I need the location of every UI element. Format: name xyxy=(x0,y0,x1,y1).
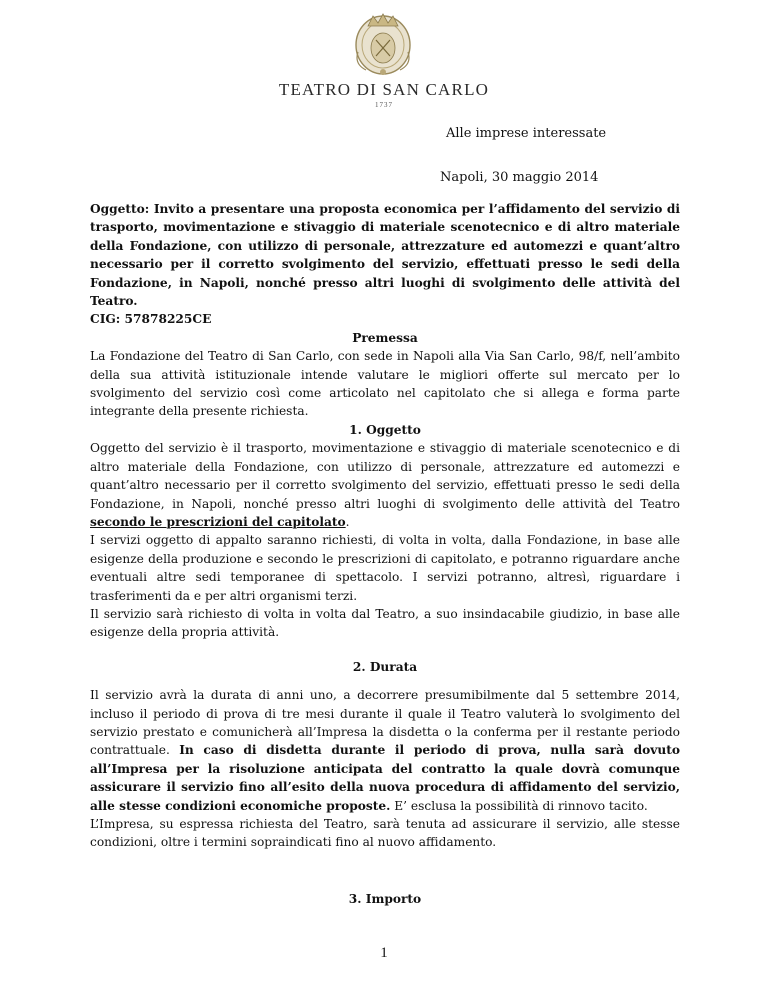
letterhead-year: 1737 xyxy=(375,101,393,109)
oggetto-paragraph-1 xyxy=(90,439,680,531)
durata-paragraph-2: L’Impresa, su espressa richiesta del Teatro, sarà tenuta ad assicurare il servizio, alle stesse condizioni, oltre i termini sopraindicati fino al nuovo affidamento. xyxy=(90,817,680,850)
oggetto-text: Oggetto del servizio è il trasporto, movimentazione e stivaggio di materiale scenotecnico e di altro materiale della Fondazione, con utilizzo di personale, attrezzature ed automezzi e quant’altro necessario per il corretto svolgimento del servizio, effettuati presso le sedi della Fondazione, in Napoli, nonché presso altri luoghi di svolgimento delle attività del Teatro xyxy=(90,441,680,511)
durata-bold-text: In caso di disdetta durante il periodo di prova, nulla sarà dovuto all’Impresa per la risoluzione anticipata del contratto la quale dovrà comunque assicurare il servizio fino all’esito della nuova procedura di affidamento del servizio, alle stesse condizioni economiche proposte. xyxy=(90,743,681,813)
durata-paragraph-1 xyxy=(90,686,680,815)
date-line: Napoli, 30 maggio 2014 xyxy=(440,170,599,185)
durata-text: Il servizio avrà la durata di anni uno, a decorrere presumibilmente dal 5 settembre 2014, incluso il periodo di prova di tre mesi durante il quale il Teatro valuterà lo svolgimento del servizio prestato e comunicherà all’Impresa la disdetta o la conferma per il restante periodo contrattuale. xyxy=(90,688,680,758)
letter-body xyxy=(90,200,680,908)
subject-paragraph: Oggetto: Invito a presentare una proposta economica per l’affidamento del servizio di trasporto, movimentazione e stivaggio di materiale scenotecnico e di altro materiale della Fondazione, con utilizzo di personale, attrezzature ed automezzi e quant’altro necessario per il corretto svolgimento del servizio, effettuati presso le sedi della Fondazione, in Napoli, nonché presso altri luoghi di svolgimento delle attività del Teatro. xyxy=(90,202,680,309)
premessa-paragraph: La Fondazione del Teatro di San Carlo, con sede in Napoli alla Via San Carlo, 98/f, nell’ambito della sua attività istituzionale intende valutare le migliori offerte sul mercato per lo svolgimento del servizio così come articolato nel capitolato che si allega e forma parte integrante della presente richiesta. xyxy=(90,349,680,419)
section-heading-premessa: Premessa xyxy=(352,330,418,345)
cig-code: CIG: 57878225CE xyxy=(90,312,212,327)
crest-icon xyxy=(346,6,420,80)
section-heading-durata: 2. Durata xyxy=(352,659,418,674)
oggetto-underlined-text: secondo le prescrizioni del capitolato xyxy=(90,514,346,529)
durata-end: E’ esclusa la possibilità di rinnovo tacito. xyxy=(390,798,648,813)
oggetto-paragraph-3: Il servizio sarà richiesto di volta in volta dal Teatro, a suo insindacabile giudizio, in base alle esigenze della propria attività. xyxy=(90,606,680,640)
addressee-line: Alle imprese interessate xyxy=(446,126,607,141)
section-heading-oggetto: 1. Oggetto xyxy=(349,422,421,437)
letterhead-name: TEATRO DI SAN CARLO xyxy=(278,80,490,99)
page-number: 1 xyxy=(380,945,388,961)
letterhead xyxy=(0,0,768,112)
oggetto-end: . xyxy=(345,514,350,529)
oggetto-paragraph-2: I servizi oggetto di appalto saranno richiesti, di volta in volta, dalla Fondazione, in base alle esigenze della produzione e secondo le prescrizioni di capitolato, e potranno riguardare anche eventuali altre sedi temporanee di spettacolo. I servizi potranno, altresì, riguardare i trasferimenti da e per altri organismi terzi. xyxy=(90,533,680,603)
section-heading-importo: 3. Importo xyxy=(348,891,422,906)
